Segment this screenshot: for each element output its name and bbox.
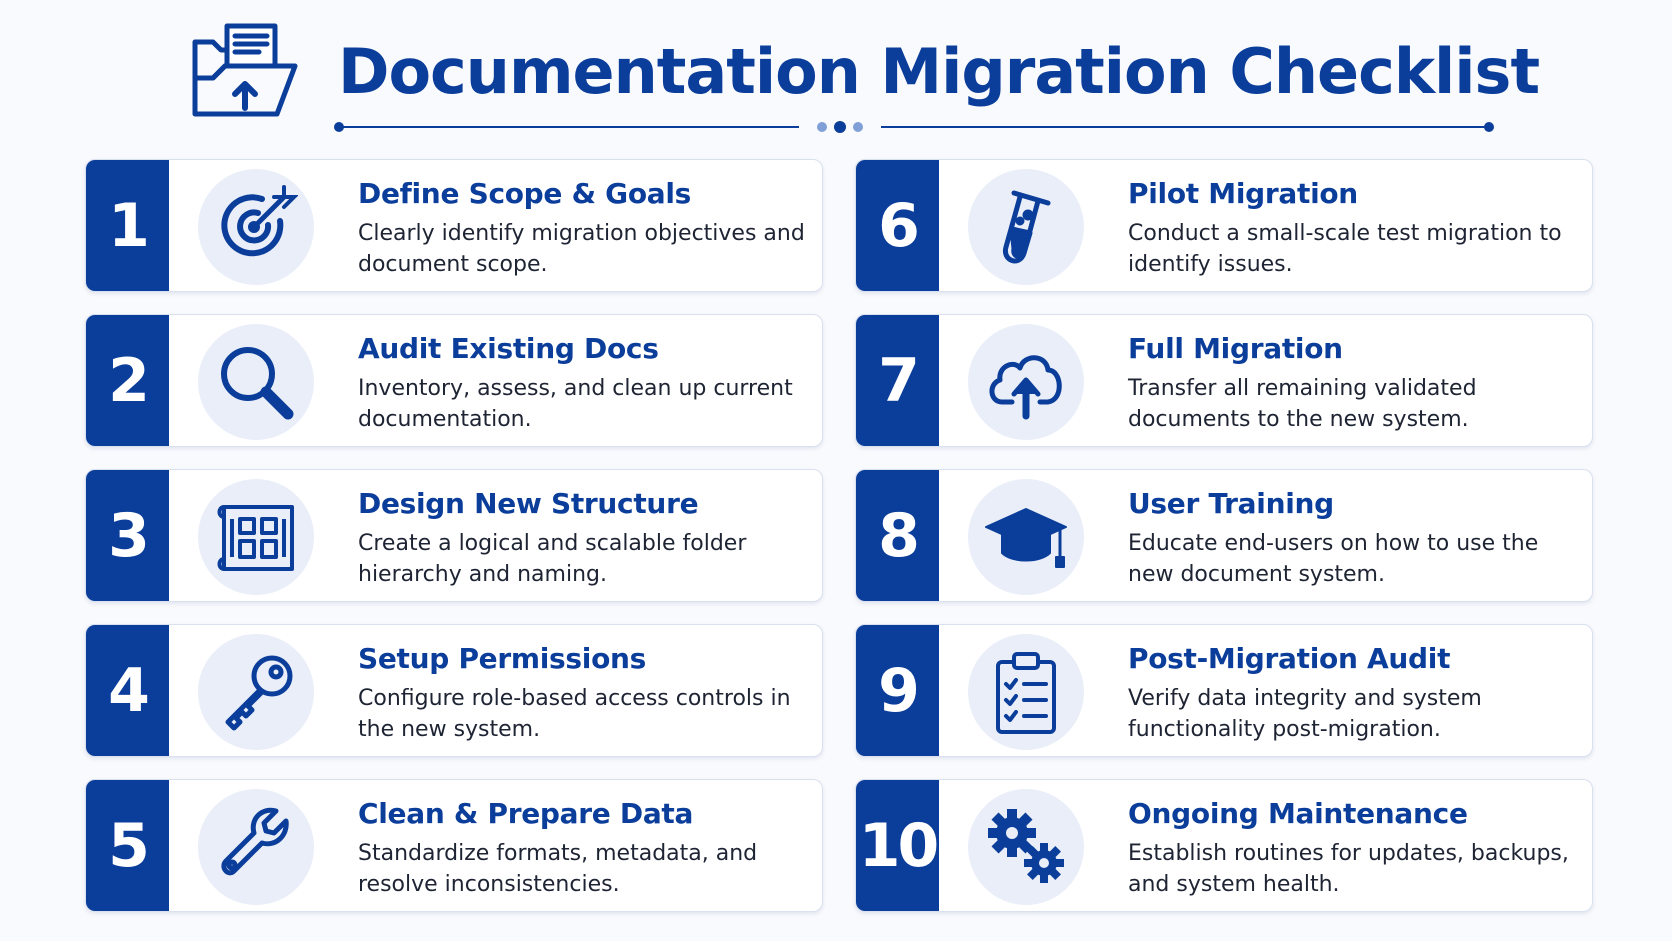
- folder-upload-icon: [191, 22, 303, 122]
- step-title: Full Migration: [1128, 332, 1343, 365]
- blueprint-icon: [214, 495, 298, 579]
- step-number: 2: [86, 315, 169, 446]
- step-number: 8: [856, 470, 939, 601]
- step-description: Create a logical and scalable folder hierarchy and naming.: [358, 531, 747, 587]
- step-number: 9: [856, 625, 939, 756]
- step-number: 1: [86, 160, 169, 291]
- step-card-1: [85, 159, 823, 292]
- step-description: Clearly identify migration objectives and document scope.: [358, 221, 805, 277]
- key-icon: [214, 650, 298, 734]
- gears-icon: [984, 805, 1068, 889]
- step-title: Audit Existing Docs: [358, 332, 659, 365]
- step-description: Verify data integrity and system functionality post-migration.: [1128, 686, 1482, 742]
- step-description: Inventory, assess, and clean up current documentation.: [358, 376, 793, 432]
- graduation-cap-icon: [984, 495, 1068, 579]
- test-tube-icon: [984, 185, 1068, 269]
- step-description: Establish routines for updates, backups, and system health.: [1128, 841, 1569, 897]
- target-icon: [214, 185, 298, 269]
- step-number: 3: [86, 470, 169, 601]
- step-title: Pilot Migration: [1128, 177, 1358, 210]
- step-title: User Training: [1128, 487, 1334, 520]
- step-card-9: [855, 624, 1593, 757]
- step-card-2: [85, 314, 823, 447]
- step-description: Configure role-based access controls in the new system.: [358, 686, 791, 742]
- step-description: Conduct a small-scale test migration to identify issues.: [1128, 221, 1562, 277]
- page-title: Documentation Migration Checklist: [338, 35, 1540, 108]
- step-number: 6: [856, 160, 939, 291]
- step-title: Post-Migration Audit: [1128, 642, 1451, 675]
- step-card-3: [85, 469, 823, 602]
- wrench-icon: [214, 805, 298, 889]
- clipboard-checklist-icon: [984, 650, 1068, 734]
- title-divider: [334, 120, 1494, 134]
- step-number: 5: [86, 780, 169, 911]
- step-card-5: [85, 779, 823, 912]
- step-card-4: [85, 624, 823, 757]
- step-number: 4: [86, 625, 169, 756]
- step-number: 7: [856, 315, 939, 446]
- step-title: Setup Permissions: [358, 642, 647, 675]
- step-card-8: [855, 469, 1593, 602]
- step-title: Clean & Prepare Data: [358, 797, 694, 830]
- step-description: Educate end-users on how to use the new document system.: [1128, 531, 1539, 587]
- step-description: Standardize formats, metadata, and resolve inconsistencies.: [358, 841, 758, 897]
- magnifier-icon: [214, 340, 298, 424]
- step-title: Define Scope & Goals: [358, 177, 692, 210]
- step-card-10: [855, 779, 1593, 912]
- step-title: Ongoing Maintenance: [1128, 797, 1468, 830]
- step-card-7: [855, 314, 1593, 447]
- step-card-6: [855, 159, 1593, 292]
- step-number: 10: [856, 780, 939, 911]
- step-description: Transfer all remaining validated documents to the new system.: [1128, 376, 1477, 432]
- cloud-upload-icon: [984, 340, 1068, 424]
- step-title: Design New Structure: [358, 487, 699, 520]
